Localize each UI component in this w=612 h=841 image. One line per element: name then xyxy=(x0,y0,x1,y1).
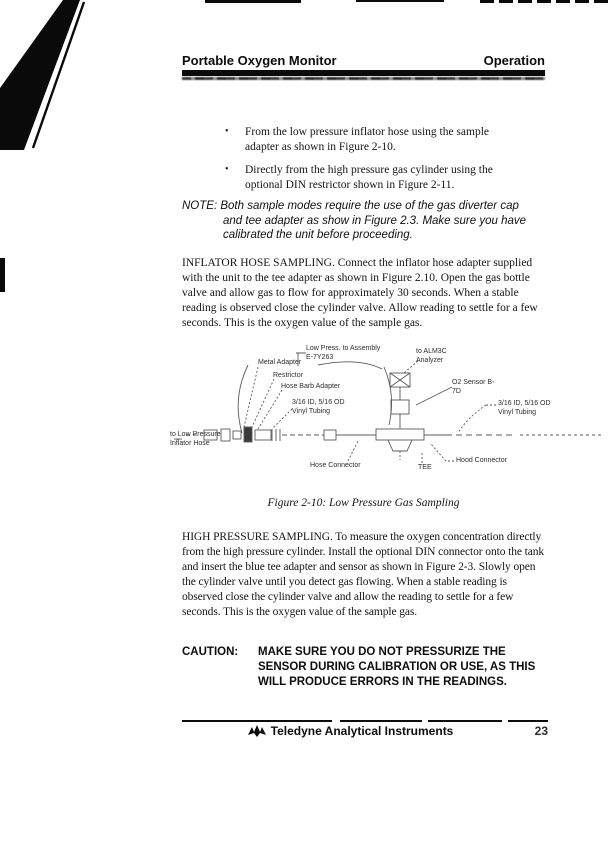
scan-edge-mark xyxy=(480,0,612,3)
diagram-label-vinyl-tubing-right: 3/16 ID, 5/16 OD Vinyl Tubing xyxy=(498,400,551,416)
diagram-label-metal-adapter: Metal Adapter xyxy=(258,359,302,366)
page-number: 23 xyxy=(534,724,548,738)
caution-text: MAKE SURE YOU DO NOT PRESSURIZE THE SENSOR DURING CALIBRATION OR USE, AS THIS WILL PRODUCE ERRORS IN THE READINGS. xyxy=(258,646,536,688)
figure-caption: Figure 2-10: Low Pressure Gas Sampling xyxy=(267,497,460,509)
diagram-label-low-press-assembly: Low Press. to Assembly E-7Y263 xyxy=(306,345,381,361)
caution-label: CAUTION: xyxy=(182,646,239,658)
list-item xyxy=(225,163,515,192)
paragraph-high-pressure-sampling: HIGH PRESSURE SAMPLING. To measure the oxygen concentration directly from the high pressure cylinder. Install the optional DIN connector onto the tank and insert the blue tee adapter and sensor as shown in Figure 2-3. Slowly open the cylinder valve until you detect gas flowing. When a stable reading is observed close the cylinder valve and allow the reading to settle for a few seconds. This is the oxygen value of the sample gas. xyxy=(182,531,545,618)
diagram-label-to-analyzer: to ALM3C Analyzer xyxy=(416,348,447,364)
diagram-label-hose-connector: Hose Connector xyxy=(310,462,361,469)
page-header xyxy=(182,53,545,80)
scan-edge-mark xyxy=(356,0,444,2)
scan-edge-mark xyxy=(0,258,5,292)
bullet-text: From the low pressure inflator hose using the sample adapter as shown in Figure 2-10. xyxy=(245,126,490,153)
figure-diagram xyxy=(168,343,612,493)
page-footer xyxy=(182,720,548,738)
bullet-list xyxy=(225,125,515,201)
diagram-label-tee: TEE xyxy=(418,464,432,471)
bullet-icon: • xyxy=(225,126,229,137)
bullet-icon: • xyxy=(225,164,229,175)
list-item xyxy=(225,125,515,154)
header-rule-smudge xyxy=(182,77,545,80)
bullet-text: Directly from the high pressure gas cylinder using the optional DIN restrictor shown in Figure 2-11. xyxy=(245,164,493,191)
note-label: NOTE: xyxy=(182,200,218,212)
note-text: Both sample modes require the use of the gas diverter cap and tee adapter as show in Figure 2.3. Make sure you have calibrated the unit before proceeding. xyxy=(220,200,527,241)
paragraph-inflator-hose-sampling: INFLATOR HOSE SAMPLING. Connect the inflator hose adapter supplied with the unit to the tee adapter as shown in Figure 2.10. Open the gas bottle valve and allow gas to flow for approximately 30 seconds. When a stable reading is observed close the cylinder valve. Allow reading to settle for a few seconds. This is the oxygen value of the sample gas. xyxy=(182,257,538,329)
header-rule xyxy=(182,70,545,76)
footer-rule xyxy=(182,720,548,722)
diagram-label-hood-connector: Hood Connector xyxy=(456,457,507,464)
scan-streak-artifact xyxy=(0,0,110,160)
diagram-label-o2-sensor: O2 Sensor B-7D xyxy=(452,379,495,395)
diagram-label-hose-barb-adapter: Hose Barb Adapter xyxy=(281,383,341,390)
scan-edge-mark xyxy=(205,0,301,3)
diagram-label-vinyl-tubing-left: 3/16 ID, 5/16 OD Vinyl Tubing xyxy=(292,399,345,415)
header-title: Portable Oxygen Monitor xyxy=(182,53,337,68)
diagram-line-art xyxy=(168,343,612,493)
diagram-label-inflator-hose: to Low Pressure Inflator Hose xyxy=(170,431,221,447)
caution-block xyxy=(182,645,548,690)
diagram-label-restrictor: Restrictor xyxy=(273,372,303,379)
note-block xyxy=(182,199,532,243)
header-section: Operation xyxy=(483,53,545,68)
footer-company: Teledyne Analytical Instruments xyxy=(270,724,454,738)
teledyne-logo-icon xyxy=(247,725,267,738)
